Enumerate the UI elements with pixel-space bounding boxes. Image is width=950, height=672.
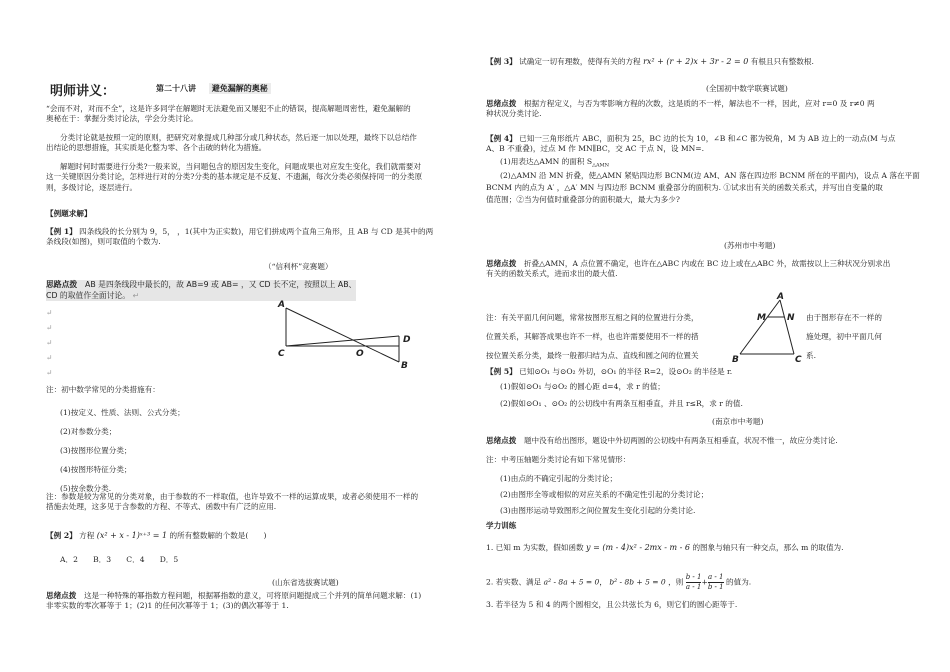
question-1-formula: y = (m - 4)x² - 2mx - m - 6 — [586, 543, 691, 552]
figure2-label-n: N — [787, 313, 795, 323]
example-4: 【例 4】 已知一三角形纸片 ABC，面积为 25，BC 边的长为 10，∠B 和∠C 都为锐角，M 为 AB 边上的一动点(M 与点 A、B 不重叠)，过点 M 作 MN∥BC，交 AC 于点 N，设 MN=. (1)用表达△AMN 的面积 $S_{\triangle AMN}$ (2)△AMN 沿 MN 折叠，使△AMN 紧贴四边形 BCNM(边 AM、AN 落在四边形 BCNM 所在的平面内)，设点 A 落在平面 BCNM 内的点为 A′ ，△A′ MN 与四边形 BCNM 重叠部分的面积为. ①试求出有关的函数关系式，并写出自变量的取 值范围；②当为何值时重叠部分的面积最大，最大为多少? — [486, 134, 920, 205]
method-item: (2)对参数分类； — [60, 427, 117, 436]
lecture-number: 第二十八讲 — [156, 84, 196, 93]
example-3-formula: rx² + (r + 2)x + 3r - 2 = 0 — [643, 57, 749, 66]
figure-intersecting-triangles — [272, 296, 422, 372]
hint-3: 思绪点拨 根据方程定义，与否为零影响方程的次数，这是质的不一样，解法也不一样，因此，应对 r=0 及 r≠0 两 种状况分类讨论. — [486, 99, 875, 119]
example-2-options: A．2 B．3 C．4 D．5 — [60, 555, 179, 564]
figure2-label-a: A — [777, 292, 784, 302]
figure-label-b: B — [401, 361, 408, 371]
section-training: 学力训练 — [486, 521, 517, 530]
intro-paragraph-2: 分类讨论就是按照一定的原则，把研究对象提成几种部分或几种状态，然后逐一加以处理，最终下以总结作 出结论的思想措施，其实质是化整为零、各个击破的转化为措施。 — [46, 133, 417, 153]
figure2-label-c: C — [795, 355, 802, 365]
figure-label-d: D — [403, 335, 411, 345]
figure-triangle-abc — [732, 290, 804, 366]
example-2: 【例 2】 方程 (x² + x - 1)ˣ⁺³ = 1 的所有整数解的个数是( ) — [46, 531, 267, 540]
note-5-intro: 注：中考压轴题分类讨论有如下常见情形： — [486, 455, 631, 464]
note-4-continued: 由于图形存在不一样的 施处理，初中平面几何 系. — [806, 313, 882, 360]
lecture-heading — [156, 84, 271, 95]
section-examples: 【例题求解】 — [46, 209, 92, 218]
method-item: (4)按图形特征分类； — [60, 465, 132, 474]
hint-1: 思路点拨 AB 是四条线段中最长的，故 AB=9 或 AB= ，又 CD 长不定，按照以上 AB、 CD 的取值作全面讨论。 ↵ — [46, 280, 357, 300]
case-item: (2)由图形全等或相似的对应关系的不确定性引起的分类讨论； — [500, 490, 709, 499]
question-3: 3. 若半径为 5 和 4 的两个圆相交，且公共弦长为 6，则它们的圆心距等于. — [486, 600, 738, 609]
example-2-source: (山东省选拔赛试题) — [272, 578, 339, 587]
intro-paragraph-3: 解题时何时需要进行分类?一般来说，当问题包含的原因发生变化，问题成果也对应发生变化，我们就需要对 这一关键原因分类讨论，怎样进行对的分类?分类的基本规定是不反复、不遗漏，每次分类必须保持同一的分类原 则，多级讨论，逐层进行。 — [46, 162, 423, 192]
question-2: 2. 若实数、满足 a² - 8a + 5 = 0， b² - 8b + 5 = 0 ，则 $\frac{b - 1}{a - 1}$ + $\frac{a - 1}{b - 1}$ 的值为. — [486, 573, 752, 591]
example-3-source: (全国初中数学联赛试题) — [706, 84, 788, 93]
figure-label-o: O — [356, 349, 364, 359]
question-1: 1. 已知 m 为实数，假如函数 y = (m - 4)x² - 2mx - m - 6 的图象与轴只有一种交点，那么 m 的取值为. — [486, 543, 844, 552]
paragraph-marks: ↵ ↵ ↵ ↵ ↵ — [46, 308, 53, 377]
cases-list — [500, 471, 708, 519]
note-parameters: 注：参数是较为常见的分类对象，由于参数的不一样取值，也许导致不一样的运算成果，或者必须使用不一样的 措施去处理，这多见于含参数的方程、不等式、函数中有广泛的应用. — [46, 492, 419, 512]
example-4-source: (苏州市中考题) — [724, 241, 776, 250]
method-item: (1)按定义、性质、法则、公式分类； — [60, 408, 185, 417]
example-1: 【例 1】 四条线段的长分别为 9，5， ，1(其中为正实数)，用它们拼成两个直角三角形，且 AB 与 CD 是其中的两 条线段(如图)，则可取值的个数为. — [46, 227, 434, 247]
case-item: (1)由点的不确定引起的分类讨论； — [500, 474, 618, 483]
example-3: 【例 3】 试确定一切有理数，使得有关的方程 rx² + (r + 2)x + 3r - 2 = 0 有根且只有整数根. — [486, 57, 814, 66]
figure2-label-b: B — [732, 355, 739, 365]
page-title: 明师讲义： — [50, 84, 116, 99]
method-item: (5)按余数分类. — [60, 484, 112, 493]
intro-paragraph-1: “会而不对，对而不全”，这是许多同学在解题时无法避免而又屡犯不止的错误，提高解题周密性，避免漏解的 奥秘在于：掌握分类讨论法，学会分类讨论。 — [46, 104, 411, 124]
example-1-source: （“信利杯”竞赛题） — [264, 262, 333, 271]
methods-list — [60, 403, 185, 498]
method-item: (3)按图形位置分类； — [60, 446, 132, 455]
hint-4: 思绪点拨 折叠△AMN，A 点位置不确定，也许在△ABC 内或在 BC 边上或在△ABC 外，故需按以上三种状况分别求出 有关的函数关系式，进而求出的最大值. — [486, 259, 891, 279]
note-methods-intro: 注：初中数学常见的分类措施有： — [46, 385, 160, 394]
example-2-formula: (x² + x - 1)ˣ⁺³ = 1 — [96, 531, 168, 540]
figure2-label-m: M — [757, 313, 766, 323]
example-5: 【例 5】 已知⊙O₁ 与⊙O₂ 外切，⊙O₁ 的半径 R=2，设⊙O₂ 的半径是 r. (1)假如⊙O₁ 与⊙O₂ 的圆心距 d=4，求 r 的值； (2)假如⊙O₁ 、⊙O₂ 的公切线中有两条互相垂直，并且 r≤R，求 r 的值. — [486, 367, 743, 408]
note-4: 注：有关平面几何问题，常常按图形互相之间的位置进行分类， 位置关系，其解答成果也许不一样，也也许需要使用不一样的措 按位置关系分类，最终一般都归结为点、直线和圆之间的位置关 — [486, 313, 699, 360]
hint-2: 思绪点拨 这是一种特殊的幂指数方程问题，根据幂指数的意义，可将原问题提成三个并列的简单问题求解：(1) 非零实数的零次幂等于 1；(2)1 的任何次幂等于 1；(3)的偶次幂等于 1. — [46, 591, 422, 611]
figure-label-a: A — [278, 300, 285, 310]
hint-5: 思绪点拨 题中没有给出图形，题设中外切两圆的公切线中有两条互相垂直，状况不惟一，故应分类讨论. — [486, 436, 838, 445]
example-5-source: (南京市中考题) — [712, 417, 764, 426]
case-item: (3)由图形运动导致图形之间位置发生变化引起的分类讨论. — [500, 506, 696, 515]
fraction-1: $\frac{b - 1}{a - 1}$ — [685, 573, 702, 591]
figure-label-c: C — [278, 349, 285, 359]
fraction-2: $\frac{a - 1}{b - 1}$ — [707, 573, 724, 591]
lecture-topic: 避免漏解的奥秘 — [209, 83, 271, 94]
